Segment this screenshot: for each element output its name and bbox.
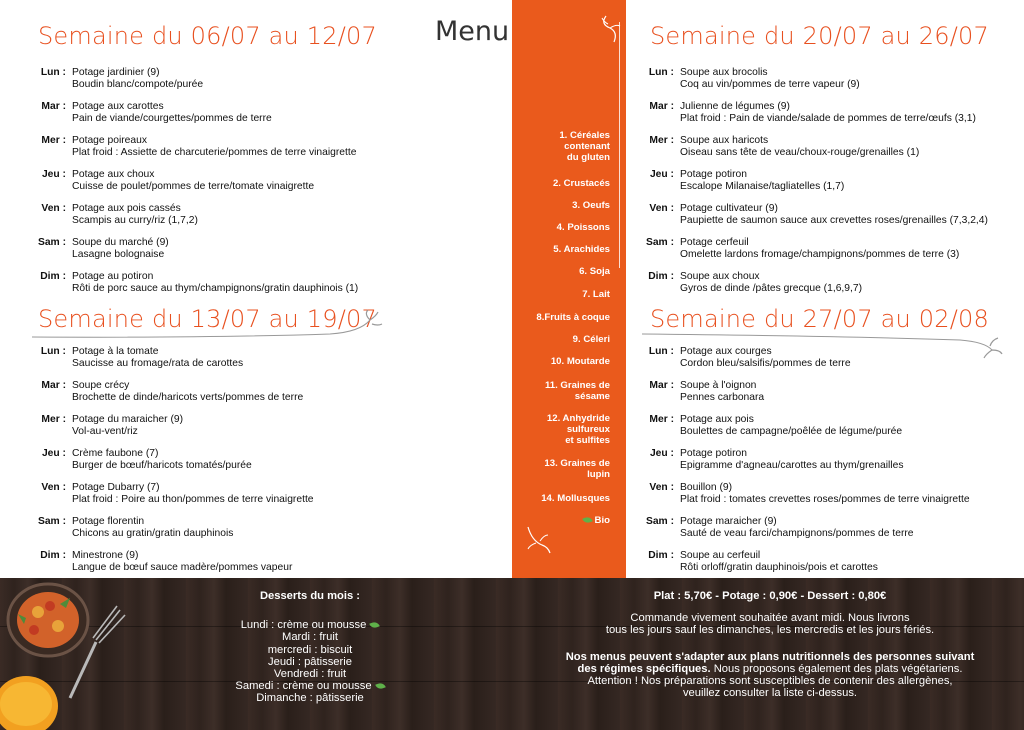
allergen-2: 2. Crustacés — [552, 178, 610, 189]
allergen-9: 9. Céleri — [572, 334, 610, 345]
allergen-13: 13. Graines de lupin — [544, 458, 610, 480]
week-4-saturday: Sam : Potage maraicher (9) Sauté de veau farci/champignons/pommes de terre — [645, 516, 914, 539]
week-2-days — [12, 346, 314, 584]
week-3-tuesday: Mar : Julienne de légumes (9) Plat froid : Pain de viande/salade de pommes de terre/œufs (3,1) — [649, 101, 976, 124]
week-3-days — [620, 67, 988, 305]
week-2-thursday: Jeu : Crème faubone (7) Burger de bœuf/haricots tomatés/purée — [41, 448, 252, 471]
week-3-monday: Lun : Soupe aux brocolis Coq au vin/pommes de terre vapeur (9) — [648, 67, 860, 90]
week-3-thursday: Jeu : Potage potiron Escalope Milanaise/tagliatelles (1,7) — [649, 169, 845, 192]
week-2-friday: Ven : Potage Dubarry (7) Plat froid : Poire au thon/pommes de terre vinaigrette — [41, 482, 314, 505]
dessert-friday: Vendredi : fruit — [273, 668, 347, 681]
week-1-saturday: Sam : Soupe du marché (9) Lasagne bolognaise — [37, 237, 169, 260]
price-line: Plat : 5,70€ - Potage : 0,90€ - Dessert : 0,80€ — [653, 590, 887, 602]
menu-title: Menu — [435, 16, 510, 47]
leaf-icon — [375, 682, 386, 691]
info-block — [520, 590, 1020, 699]
week-4-thursday: Jeu : Potage potiron Epigramme d'agneau/carottes au thym/grenailles — [649, 448, 904, 471]
allergen-12: 12. Anhydride sulfureux et sulfites — [546, 413, 610, 446]
allergen-14: 14. Mollusques — [541, 493, 610, 504]
dessert-monday: Lundi : crème ou mousse — [0, 619, 620, 631]
allergen-11: 11. Graines de sésame — [544, 380, 610, 402]
week-3-saturday: Sam : Potage cerfeuil Omelette lardons fromage/champignons/pommes de terre (3) — [645, 237, 960, 260]
allergen-8: 8.Fruits à coque — [536, 312, 610, 323]
swirl-top-icon — [600, 14, 624, 44]
week-1-title: Semaine du 06/07 au 12/07 — [38, 22, 377, 50]
week-1-thursday: Jeu : Potage aux choux Cuisse de poulet/pommes de terre/tomate vinaigrette — [41, 169, 315, 192]
allergen-6: 6. Soja — [579, 266, 610, 277]
leaf-icon — [582, 516, 593, 525]
week-2-saturday: Sam : Potage florentin Chicons au gratin/gratin dauphinois — [37, 516, 234, 539]
allergen-5: 5. Arachides — [553, 244, 610, 255]
week-4-title: Semaine du 27/07 au 02/08 — [650, 305, 989, 333]
allergen-4: 4. Poissons — [556, 222, 610, 233]
allergen-bio: Bio — [579, 515, 610, 526]
week-2-wednesday: Mer : Potage du maraicher (9) Vol-au-vent/riz — [41, 414, 184, 437]
week-3-title: Semaine du 20/07 au 26/07 — [650, 22, 989, 50]
adapt-info: Nos menus peuvent s'adapter aux plans nutritionnels des personnes suivant des régimes spécifiques. Nous proposons également des plats végétariens. Attention ! Nos préparations sont susceptibles de contenir des allergènes, veuillez consulter la liste ci-dessus. — [565, 650, 975, 700]
week-3-sunday: Dim : Soupe aux choux Gyros de dinde /pâtes grecque (1,6,9,7) — [648, 271, 863, 294]
dessert-thursday: Jeudi : pâtisserie — [268, 655, 352, 668]
week-4-sunday: Dim : Soupe au cerfeuil Rôti orloff/gratin dauphinois/pois et carottes — [648, 550, 878, 573]
week-2-title: Semaine du 13/07 au 19/07 — [38, 305, 377, 333]
dessert-saturday: Samedi : crème ou mousse — [0, 680, 620, 692]
week-2-monday: Lun : Potage à la tomate Saucisse au fromage/rata de carottes — [40, 346, 244, 369]
allergen-1: 1. Céréales contenant du gluten — [559, 130, 610, 163]
week-4-wednesday: Mer : Potage aux pois Boulettes de campagne/poêlée de légume/purée — [649, 414, 903, 437]
week-1-monday: Lun : Potage jardinier (9) Boudin blanc/compote/purée — [40, 67, 204, 90]
order-info: Commande vivement souhaitée avant midi. Nous livrons tous les jours sauf les dimanches, les mercredis et les jours fériés. — [605, 612, 935, 637]
week-1-friday: Ven : Potage aux pois cassés Scampis au curry/riz (1,7,2) — [41, 203, 198, 226]
week-4-tuesday: Mar : Soupe à l'oignon Pennes carbonara — [649, 380, 765, 403]
week-1-sunday: Dim : Potage au potiron Rôti de porc sauce au thym/champignons/gratin dauphinois (1) — [40, 271, 359, 294]
week-4-days — [620, 346, 970, 584]
allergen-3: 3. Oeufs — [572, 200, 610, 211]
week-1-days — [12, 67, 358, 305]
swirl-bottom-icon — [524, 525, 554, 555]
allergen-band — [512, 0, 626, 578]
week-2-tuesday: Mar : Soupe crécy Brochette de dinde/haricots verts/pommes de terre — [41, 380, 304, 403]
week-3-friday: Ven : Potage cultivateur (9) Paupiette de saumon sauce aux crevettes roses/grenailles (7,3,2,4) — [649, 203, 988, 226]
week-1-wednesday: Mer : Potage poireaux Plat froid : Assiette de charcuterie/pommes de terre vinaigrette — [41, 135, 357, 158]
week-2-sunday: Dim : Minestrone (9) Langue de bœuf sauce madère/pommes vapeur — [40, 550, 293, 573]
dessert-wednesday: mercredi : biscuit — [267, 643, 353, 656]
week-4-friday: Ven : Bouillon (9) Plat froid : tomates crevettes roses/pommes de terre vinaigrette — [649, 482, 970, 505]
dessert-tuesday: Mardi : fruit — [282, 631, 338, 644]
allergen-10: 10. Moutarde — [550, 356, 610, 367]
week-4-monday: Lun : Potage aux courges Cordon bleu/salsifis/pommes de terre — [648, 346, 851, 369]
week-1-tuesday: Mar : Potage aux carottes Pain de viande/courgettes/pommes de terre — [41, 101, 272, 124]
leaf-icon — [370, 621, 381, 630]
desserts-title: Desserts du mois : — [259, 590, 361, 602]
footer-wood — [0, 578, 1024, 730]
allergen-7: 7. Lait — [582, 289, 610, 300]
week-3-wednesday: Mer : Soupe aux haricots Oiseau sans tête de veau/choux-rouge/grenailles (1) — [649, 135, 920, 158]
swirl-divider-icon — [30, 308, 390, 340]
dessert-sunday: Dimanche : pâtisserie — [256, 692, 364, 705]
